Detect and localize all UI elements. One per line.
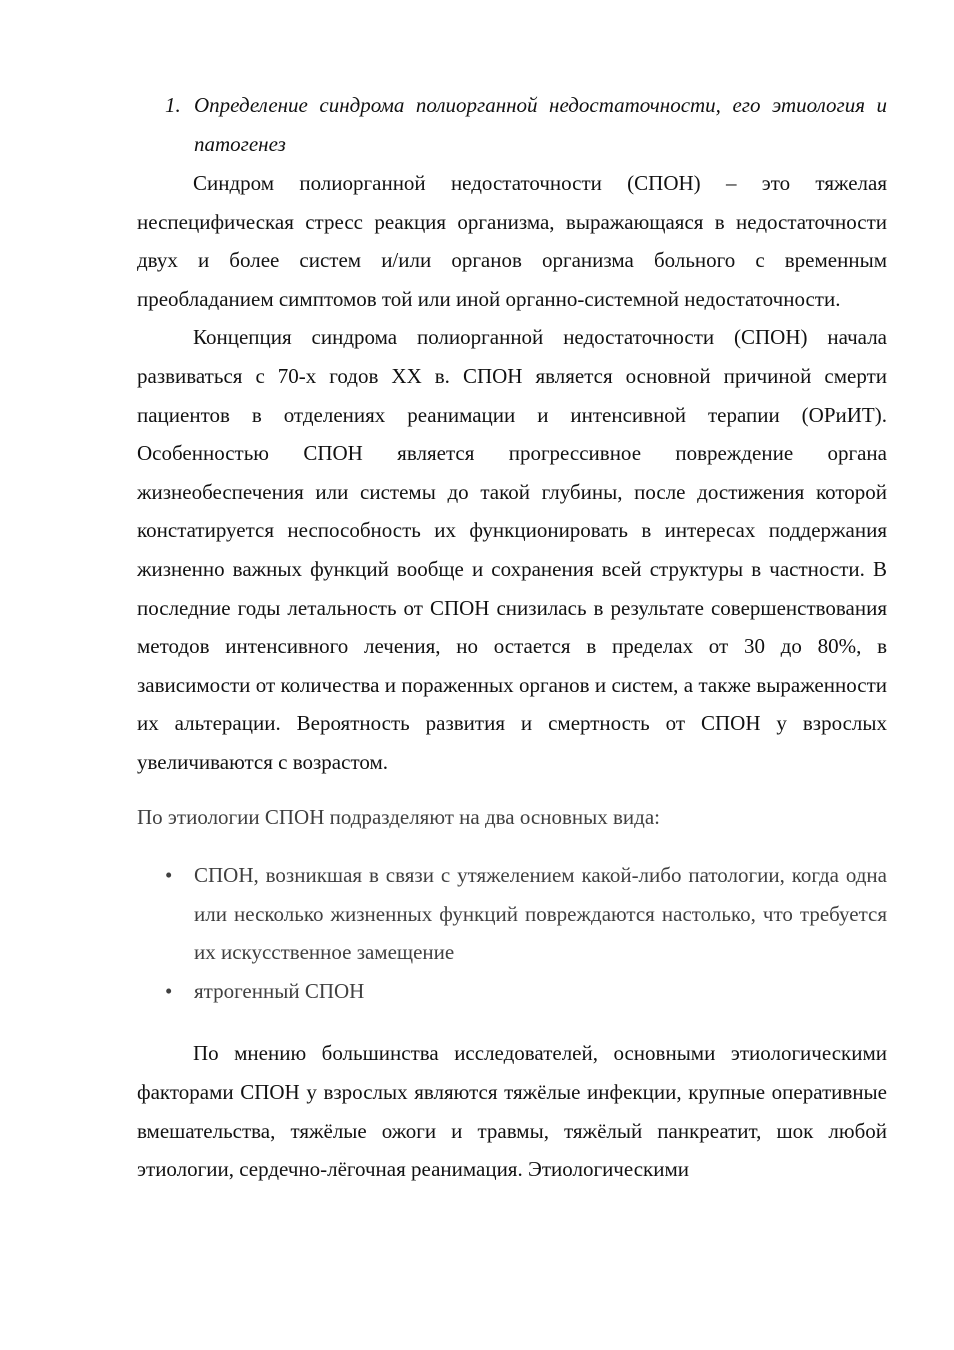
list-item	[137, 972, 887, 1011]
list-item-text: ятрогенный СПОН	[194, 978, 365, 1003]
list-item	[137, 856, 887, 972]
etiology-intro: По этиологии СПОН подразделяют на два основных вида:	[137, 804, 660, 829]
section-heading	[137, 86, 887, 164]
paragraph-etiology-factors: По мнению большинства исследователей, основными этиологическими факторами СПОН у взрослых являются тяжёлые инфекции, крупные оперативные вмешательства, тяжёлые ожоги и травмы, тяжёлый панкреатит, шок любой этиологии, сердечно-лёгочная реанимация. Этиологическими	[137, 1041, 887, 1182]
list-item-text: СПОН, возникшая в связи с утяжелением какой-либо патологии, когда одна или несколько жизненных функций повреждаются настолько, что требуется их искусственное замещение	[194, 863, 887, 965]
paragraph-concept: Концепция синдрома полиорганной недостаточности (СПОН) начала развиваться с 70-х годов XX в. СПОН является основной причиной смерти пациентов в отделениях реанимации и интенсивной терапии (ОРиИТ). Особенностью СПОН является прогрессивное повреждение органа жизнеобеспечения или системы до такой глубины, после достижения которой констатируется неспособность их функционировать в интересах поддержания жизненно важных функций вообще и сохранения всей структуры в частности. В последние годы летальность от СПОН снизилась в результате совершенствования методов интенсивного лечения, но остается в пределах от 30 до 80%, в зависимости от количества и пораженных органов и систем, а также выраженности их альтерации. Вероятность развития и смертность от СПОН у взрослых увеличиваются с возрастом.	[137, 325, 887, 774]
section-title: Определение синдрома полиорганной недостаточности, его этиология и патогенез	[194, 93, 887, 156]
document-page	[137, 86, 887, 1189]
bullet-icon: •	[165, 978, 173, 1003]
etiology-list	[137, 856, 887, 1010]
bullet-icon: •	[165, 863, 173, 888]
section-number: 1.	[165, 93, 181, 117]
paragraph-definition: Синдром полиорганной недостаточности (СПОН) – это тяжелая неспецифическая стресс реакция организма, выражающаяся в недостаточности двух и более систем и/или органов организма больного с временным преобладанием симптомов той или иной органно-системной недостаточности.	[137, 171, 887, 311]
